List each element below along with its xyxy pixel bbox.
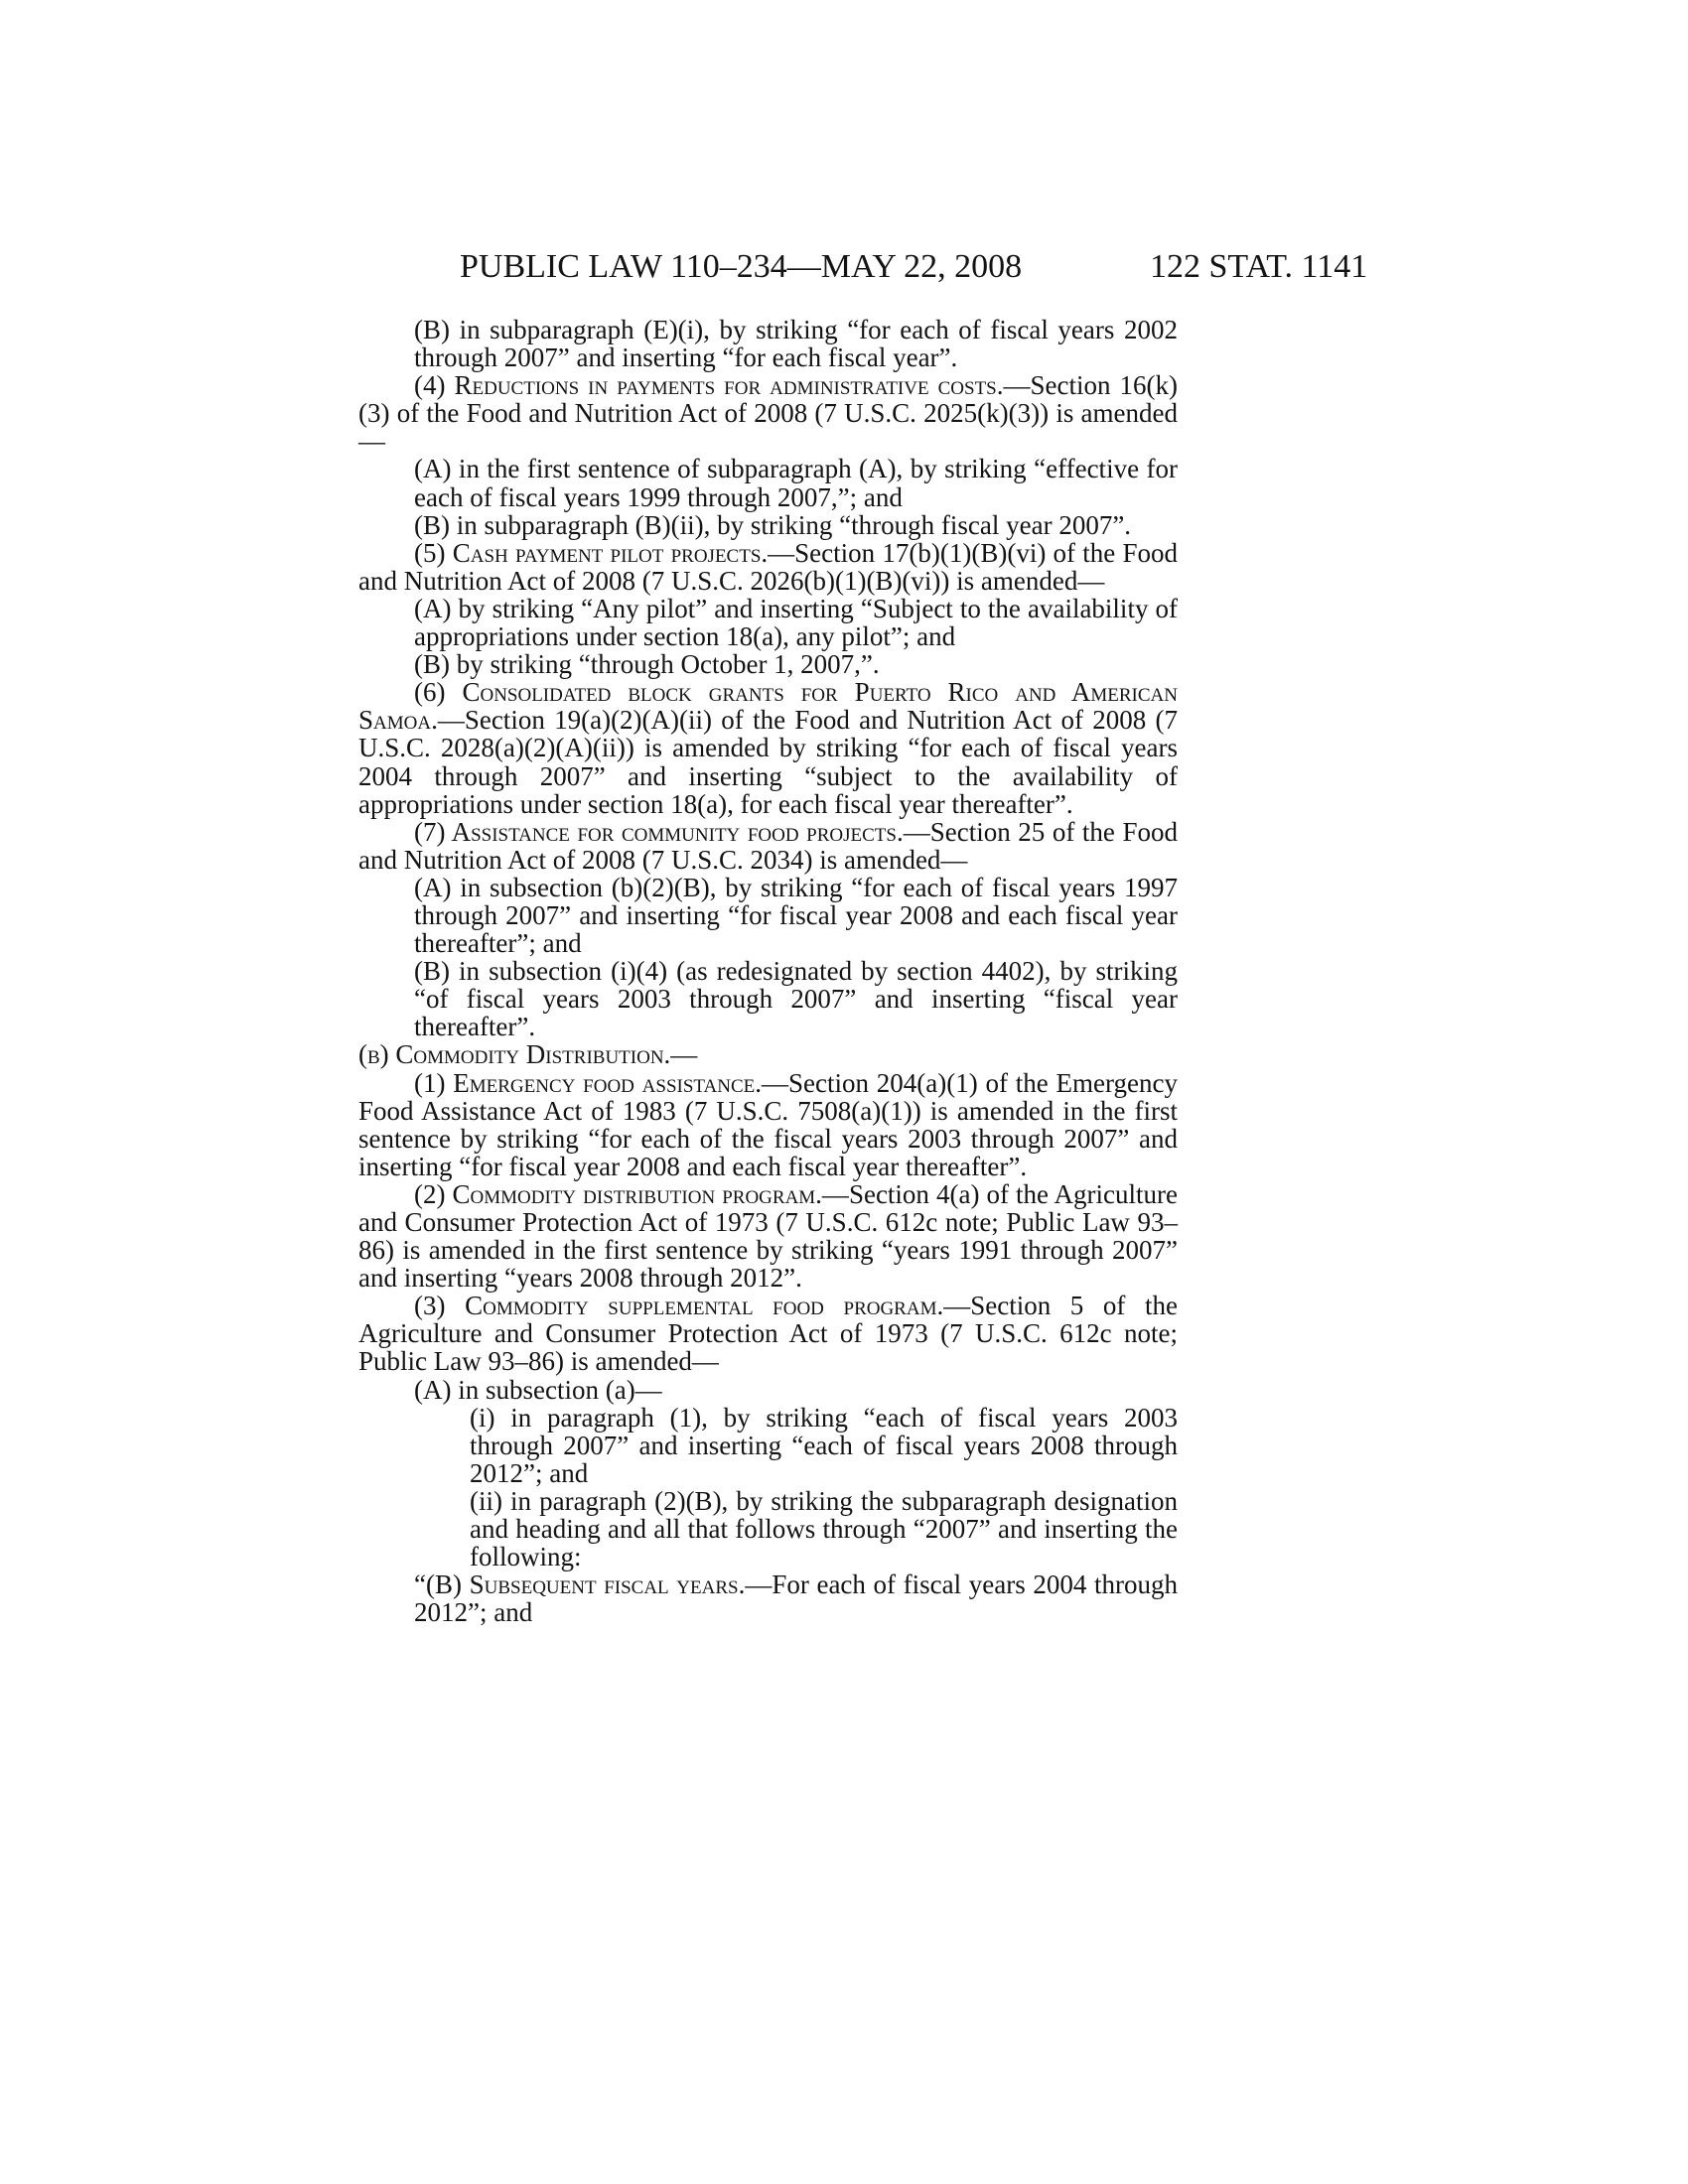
- paragraph-6-block-grants: (6) Consolidated block grants for Puerto Rico and American Samoa.—Section 19(a)(2)(A)(ii) of the Food and Nutrition Act of 2008 (7 U.S.C. 2028(a)(2)(A)(ii)) is amended by striking “for each of fiscal years 2004 through 2007” and inserting “subject to the availability of appropriations under section 18(a), for each fiscal year thereafter”.: [358, 677, 1178, 819]
- clause-b3-a-ii: (ii) in paragraph (2)(B), by striking the subparagraph designation and heading and all that follows through “2007” and inserting the following:: [470, 1485, 1178, 1572]
- statute-body: [358, 316, 1178, 1626]
- clause-b3-a: (A) in subsection (a)—: [414, 1374, 662, 1405]
- paragraph-7-community-food: (7) Assistance for community food projects.—Section 25 of the Food and Nutrition Act of 2008 (7 U.S.C. 2034) is amended—: [358, 816, 1178, 875]
- clause-5-a: (A) by striking “Any pilot” and inserting “Subject to the availability of appropriations under section 18(a), any pilot”; and: [414, 593, 1178, 652]
- subsection-b-heading: (b) Commodity Distribution.—: [358, 1039, 698, 1070]
- clause-7-a: (A) in subsection (b)(2)(B), by striking “for each of fiscal years 1997 through 2007” and inserting “for fiscal year 2008 and each fiscal year thereafter”; and: [414, 872, 1178, 959]
- paragraph-5-cash-payment: (5) Cash payment pilot projects.—Section 17(b)(1)(B)(vi) of the Food and Nutrition Act of 2008 (7 U.S.C. 2026(b)(1)(B)(vi)) is amended—: [358, 537, 1178, 596]
- running-header-title: PUBLIC LAW 110–234—MAY 22, 2008: [460, 248, 1023, 285]
- paragraph-b1-emergency-food: (1) Emergency food assistance.—Section 204(a)(1) of the Emergency Food Assistance Act of 1983 (7 U.S.C. 7508(a)(1)) is amended in the first sentence by striking “for each of the fiscal years 2003 through 2007” and inserting “for fiscal year 2008 and each fiscal year thereafter”.: [358, 1067, 1178, 1181]
- paragraph-b2-commodity-distribution: (2) Commodity distribution program.—Section 4(a) of the Agriculture and Consumer Protection Act of 1973 (7 U.S.C. 612c note; Public Law 93–86) is amended in the first sentence by striking “years 1991 through 2007” and inserting “years 2008 through 2012”.: [358, 1178, 1178, 1294]
- clause-7-b: (B) in subsection (i)(4) (as redesignated by section 4402), by striking “of fiscal years 2003 through 2007” and inserting “fiscal year thereafter”.: [414, 956, 1178, 1042]
- clause-5-b: (B) by striking “through October 1, 2007,”.: [414, 649, 880, 680]
- paragraph-b3-supplemental-food: (3) Commodity supplemental food program.—Section 5 of the Agriculture and Consumer Protection Act of 1973 (7 U.S.C. 612c note; Public Law 93–86) is amended—: [358, 1291, 1178, 1377]
- clause-b-subparagraph-e: (B) in subparagraph (E)(i), by striking “for each of fiscal years 2002 through 2007” and inserting “for each fiscal year”.: [414, 315, 1178, 373]
- paragraph-4-reductions: (4) Reductions in payments for administrative costs.—Section 16(k)(3) of the Food and Nutrition Act of 2008 (7 U.S.C. 2025(k)(3)) is amended—: [358, 370, 1178, 457]
- clause-4-b: (B) in subparagraph (B)(ii), by striking “through fiscal year 2007”.: [414, 509, 1132, 540]
- clause-b3-a-i: (i) in paragraph (1), by striking “each of fiscal years 2003 through 2007” and inserting “each of fiscal years 2008 through 2012”; and: [470, 1402, 1178, 1488]
- quoted-subparagraph-b: “(B) Subsequent fiscal years.—For each of fiscal years 2004 through 2012”; and: [414, 1570, 1178, 1628]
- clause-4-a: (A) in the first sentence of subparagraph (A), by striking “effective for each of fiscal years 1999 through 2007,”; and: [414, 454, 1178, 512]
- running-header-page-ref: 122 STAT. 1141: [1150, 248, 1368, 285]
